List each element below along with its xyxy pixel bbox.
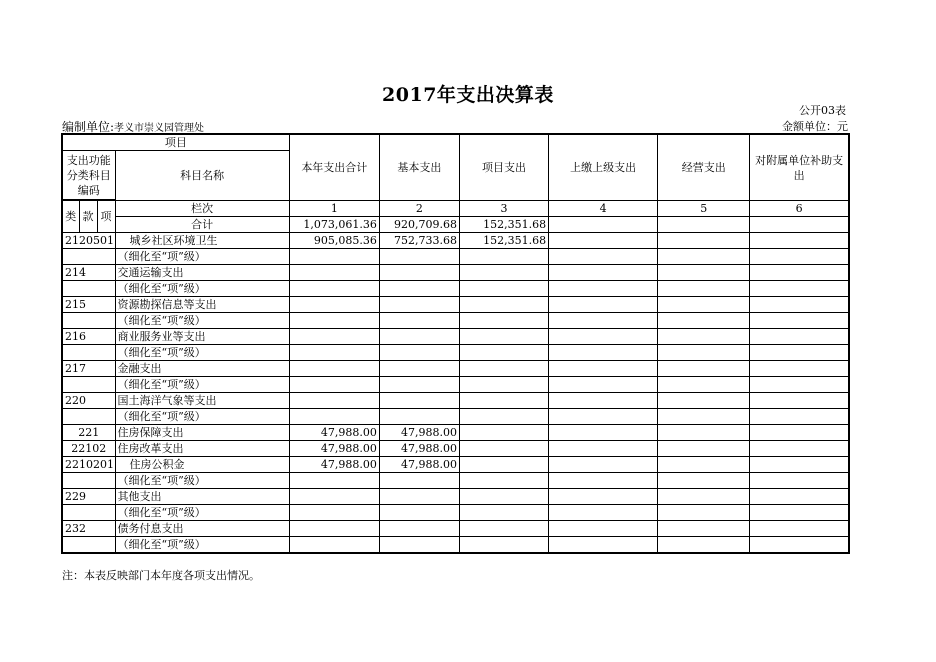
- row-value-6: [750, 361, 849, 377]
- row-value-1: 47,988.00: [289, 425, 379, 441]
- table-row: [62, 345, 849, 361]
- row-value-2: [379, 281, 459, 297]
- row-value-3: [459, 265, 548, 281]
- table-row: [62, 457, 849, 473]
- row-value-5: [658, 409, 750, 425]
- row-value-2: 47,988.00: [379, 425, 459, 441]
- table-row: [62, 249, 849, 265]
- header-itm: 项: [97, 201, 115, 233]
- row-value-3: [459, 521, 548, 537]
- row-value-2: 47,988.00: [379, 457, 459, 473]
- row-code: 2120501: [62, 233, 115, 249]
- row-value-1: [289, 361, 379, 377]
- row-value-6: [750, 377, 849, 393]
- col-number-6: 6: [750, 201, 849, 217]
- header-col-1: 本年支出合计: [289, 134, 379, 201]
- header-item: 项目: [62, 134, 289, 151]
- row-value-6: [750, 409, 849, 425]
- table-row: [62, 329, 849, 345]
- row-value-1: [289, 537, 379, 554]
- row-code: [62, 249, 115, 265]
- total-value-5: [658, 217, 750, 233]
- row-value-3: [459, 281, 548, 297]
- row-value-3: [459, 505, 548, 521]
- total-value-4: [549, 217, 658, 233]
- row-value-6: [750, 297, 849, 313]
- row-value-4: [549, 505, 658, 521]
- row-value-5: [658, 457, 750, 473]
- row-value-3: [459, 313, 548, 329]
- table-row: [62, 393, 849, 409]
- row-value-4: [549, 457, 658, 473]
- row-value-3: [459, 345, 548, 361]
- header-row-colnum: [62, 201, 849, 217]
- form-number: 公开03表: [799, 104, 846, 117]
- row-value-6: [750, 521, 849, 537]
- row-value-2: [379, 537, 459, 554]
- header-col-label: 栏次: [115, 201, 289, 217]
- row-value-1: [289, 329, 379, 345]
- row-value-3: [459, 329, 548, 345]
- row-value-6: [750, 393, 849, 409]
- row-value-6: [750, 537, 849, 554]
- row-value-4: [549, 537, 658, 554]
- row-value-3: [459, 473, 548, 489]
- row-value-6: [750, 457, 849, 473]
- row-value-3: [459, 537, 548, 554]
- table-row: [62, 473, 849, 489]
- row-subject-name: 交通运输支出: [115, 265, 289, 281]
- row-value-3: [459, 425, 548, 441]
- row-code: [62, 281, 115, 297]
- row-value-2: [379, 345, 459, 361]
- row-value-5: [658, 233, 750, 249]
- row-code: 217: [62, 361, 115, 377]
- row-subject-name: 债务付息支出: [115, 521, 289, 537]
- amount-unit: 金额单位：元: [782, 120, 848, 133]
- row-subject-name: 国土海洋气象等支出: [115, 393, 289, 409]
- row-value-5: [658, 473, 750, 489]
- table-row: [62, 489, 849, 505]
- total-row: [62, 217, 849, 233]
- row-value-6: [750, 249, 849, 265]
- row-value-2: [379, 313, 459, 329]
- row-value-4: [549, 425, 658, 441]
- header-cat: 类: [62, 201, 79, 233]
- row-subject-name: （细化至“项”级）: [115, 313, 289, 329]
- row-value-4: [549, 489, 658, 505]
- row-subject-name: 住房改革支出: [115, 441, 289, 457]
- row-value-5: [658, 281, 750, 297]
- row-value-2: [379, 521, 459, 537]
- row-value-1: [289, 505, 379, 521]
- row-value-5: [658, 329, 750, 345]
- row-code: [62, 409, 115, 425]
- row-value-2: [379, 409, 459, 425]
- row-value-6: [750, 281, 849, 297]
- col-number-1: 1: [289, 201, 379, 217]
- row-value-3: [459, 409, 548, 425]
- row-value-6: [750, 505, 849, 521]
- header-col-4: 上缴上级支出: [549, 134, 658, 201]
- row-value-1: 47,988.00: [289, 441, 379, 457]
- row-value-5: [658, 505, 750, 521]
- row-value-5: [658, 361, 750, 377]
- table-row: [62, 281, 849, 297]
- row-value-4: [549, 377, 658, 393]
- row-value-5: [658, 377, 750, 393]
- row-code: 214: [62, 265, 115, 281]
- page-title: 2017年支出决算表: [382, 84, 554, 106]
- row-subject-name: （细化至“项”级）: [115, 473, 289, 489]
- row-value-2: 752,733.68: [379, 233, 459, 249]
- header-subject-name: 科目名称: [115, 151, 289, 201]
- row-value-3: [459, 457, 548, 473]
- col-number-5: 5: [658, 201, 750, 217]
- row-value-1: [289, 345, 379, 361]
- row-value-2: [379, 377, 459, 393]
- header-func-code: 支出功能分类科目编码: [62, 151, 115, 200]
- row-value-4: [549, 409, 658, 425]
- row-value-1: [289, 377, 379, 393]
- row-value-3: [459, 361, 548, 377]
- compiling-unit-name: 孝义市崇义园管理处: [114, 123, 205, 134]
- row-code: [62, 473, 115, 489]
- row-value-2: [379, 393, 459, 409]
- row-value-4: [549, 345, 658, 361]
- row-value-6: [750, 473, 849, 489]
- row-value-4: [549, 329, 658, 345]
- row-value-1: 47,988.00: [289, 457, 379, 473]
- table-row: [62, 505, 849, 521]
- row-code: 221: [62, 425, 115, 441]
- row-value-5: [658, 265, 750, 281]
- row-value-1: [289, 313, 379, 329]
- row-subject-name: 商业服务业等支出: [115, 329, 289, 345]
- row-value-6: [750, 313, 849, 329]
- row-value-4: [549, 265, 658, 281]
- row-value-6: [750, 425, 849, 441]
- row-value-1: [289, 393, 379, 409]
- row-value-2: [379, 265, 459, 281]
- row-value-5: [658, 425, 750, 441]
- row-code: [62, 313, 115, 329]
- table-row: [62, 233, 849, 249]
- row-value-2: [379, 329, 459, 345]
- header-col-2: 基本支出: [379, 134, 459, 201]
- row-value-2: [379, 249, 459, 265]
- table-row: [62, 313, 849, 329]
- expenditure-table: [61, 133, 850, 554]
- row-value-3: 152,351.68: [459, 233, 548, 249]
- row-subject-name: （细化至“项”级）: [115, 345, 289, 361]
- row-value-3: [459, 249, 548, 265]
- row-subject-name: 住房保障支出: [115, 425, 289, 441]
- row-value-1: 905,085.36: [289, 233, 379, 249]
- row-value-1: [289, 489, 379, 505]
- row-value-2: [379, 489, 459, 505]
- row-value-2: [379, 473, 459, 489]
- row-value-5: [658, 297, 750, 313]
- row-value-3: [459, 441, 548, 457]
- table-row: [62, 377, 849, 393]
- row-value-1: [289, 297, 379, 313]
- row-value-3: [459, 393, 548, 409]
- row-value-4: [549, 473, 658, 489]
- col-number-4: 4: [549, 201, 658, 217]
- row-subject-name: 城乡社区环境卫生: [115, 233, 289, 249]
- total-label: 合计: [115, 217, 289, 233]
- row-code: 220: [62, 393, 115, 409]
- row-subject-name: （细化至“项”级）: [115, 505, 289, 521]
- row-value-2: [379, 297, 459, 313]
- row-value-3: [459, 297, 548, 313]
- col-number-2: 2: [379, 201, 459, 217]
- row-value-6: [750, 233, 849, 249]
- header-sec: 款: [79, 201, 97, 233]
- row-value-4: [549, 313, 658, 329]
- row-value-5: [658, 489, 750, 505]
- row-value-4: [549, 281, 658, 297]
- row-value-5: [658, 537, 750, 554]
- table-note: 注：本表反映部门本年度各项支出情况。: [62, 569, 260, 582]
- table-row: [62, 265, 849, 281]
- total-value-6: [750, 217, 849, 233]
- row-code: 216: [62, 329, 115, 345]
- row-value-6: [750, 489, 849, 505]
- row-value-6: [750, 345, 849, 361]
- row-value-1: [289, 265, 379, 281]
- row-code: 215: [62, 297, 115, 313]
- row-value-6: [750, 265, 849, 281]
- row-value-4: [549, 361, 658, 377]
- row-value-1: [289, 521, 379, 537]
- table-row: [62, 409, 849, 425]
- row-subject-name: （细化至“项”级）: [115, 377, 289, 393]
- row-value-6: [750, 329, 849, 345]
- row-subject-name: （细化至“项”级）: [115, 409, 289, 425]
- row-value-4: [549, 393, 658, 409]
- row-value-4: [549, 233, 658, 249]
- row-value-2: 47,988.00: [379, 441, 459, 457]
- row-code: 22102: [62, 441, 115, 457]
- row-subject-name: （细化至“项”级）: [115, 249, 289, 265]
- row-subject-name: （细化至“项”级）: [115, 281, 289, 297]
- row-value-5: [658, 521, 750, 537]
- header-row-1: [62, 134, 849, 151]
- table-row: [62, 361, 849, 377]
- row-value-5: [658, 441, 750, 457]
- row-code: 232: [62, 521, 115, 537]
- row-code: 2210201: [62, 457, 115, 473]
- table-row: [62, 297, 849, 313]
- row-code: [62, 377, 115, 393]
- row-value-5: [658, 249, 750, 265]
- row-code: [62, 505, 115, 521]
- compiling-unit-label: 编制单位:: [62, 120, 115, 134]
- row-value-1: [289, 249, 379, 265]
- row-subject-name: 金融支出: [115, 361, 289, 377]
- header-col-5: 经营支出: [658, 134, 750, 201]
- row-value-4: [549, 297, 658, 313]
- row-value-4: [549, 521, 658, 537]
- header-col-3: 项目支出: [459, 134, 548, 201]
- row-value-5: [658, 393, 750, 409]
- row-value-5: [658, 345, 750, 361]
- col-number-3: 3: [459, 201, 548, 217]
- row-subject-name: 住房公积金: [115, 457, 289, 473]
- row-value-1: [289, 473, 379, 489]
- row-value-4: [549, 249, 658, 265]
- row-value-5: [658, 313, 750, 329]
- total-value-3: 152,351.68: [459, 217, 548, 233]
- row-value-3: [459, 377, 548, 393]
- row-code: 229: [62, 489, 115, 505]
- table-row: [62, 425, 849, 441]
- total-value-2: 920,709.68: [379, 217, 459, 233]
- total-value-1: 1,073,061.36: [289, 217, 379, 233]
- row-subject-name: 资源勘探信息等支出: [115, 297, 289, 313]
- row-subject-name: 其他支出: [115, 489, 289, 505]
- header-col-6: 对附属单位补助支出: [750, 134, 849, 201]
- row-value-2: [379, 505, 459, 521]
- row-value-1: [289, 281, 379, 297]
- row-subject-name: （细化至“项”级）: [115, 537, 289, 554]
- row-value-1: [289, 409, 379, 425]
- table-row: [62, 441, 849, 457]
- row-code: [62, 537, 115, 554]
- row-value-3: [459, 489, 548, 505]
- table-row: [62, 537, 849, 554]
- table-row: [62, 521, 849, 537]
- row-value-6: [750, 441, 849, 457]
- row-value-4: [549, 441, 658, 457]
- row-code: [62, 345, 115, 361]
- row-value-2: [379, 361, 459, 377]
